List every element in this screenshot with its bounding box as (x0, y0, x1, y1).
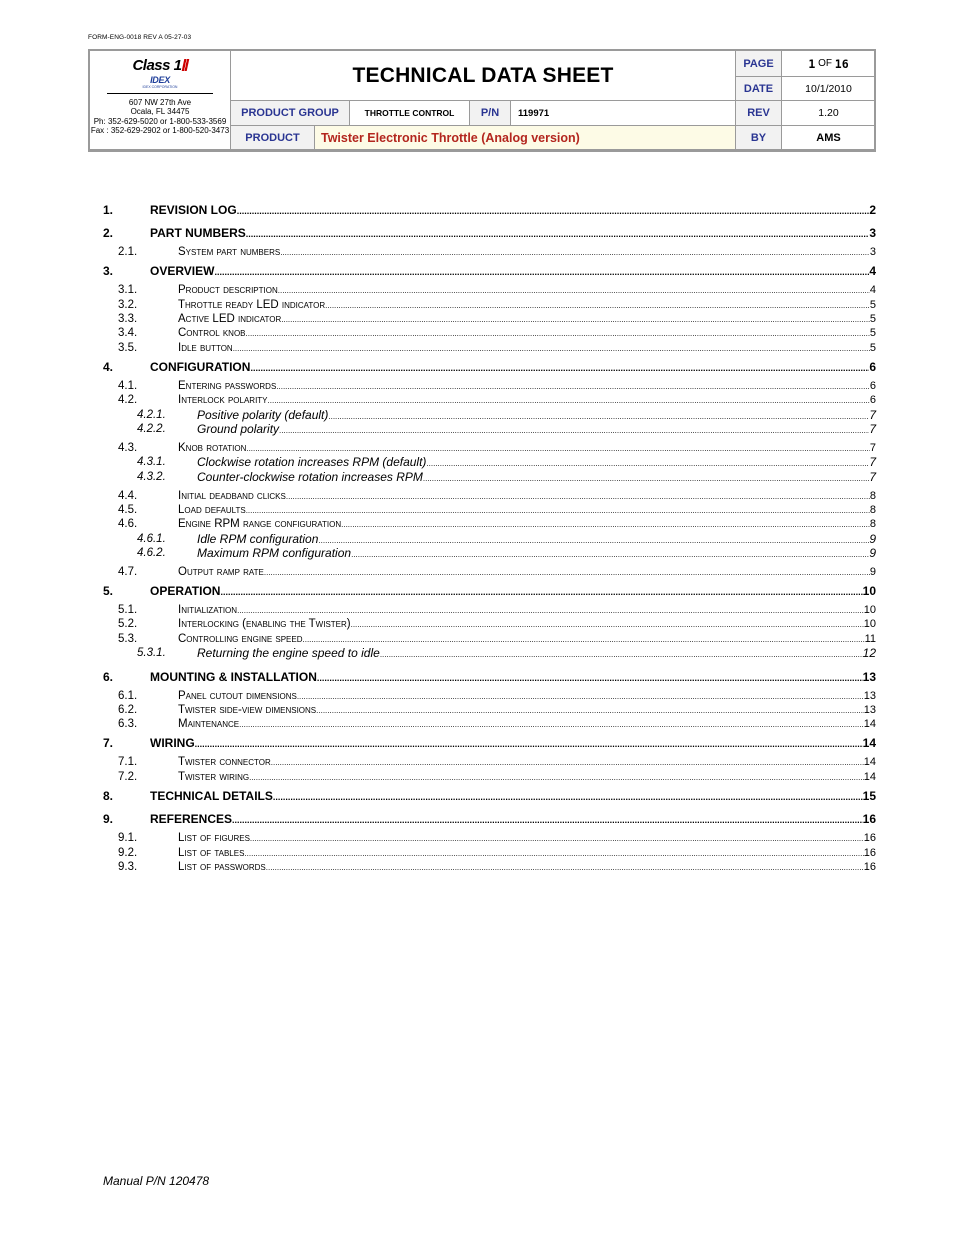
page-of: OF (818, 58, 832, 69)
toc-entry[interactable] (0, 546, 954, 560)
document-header (88, 49, 876, 152)
toc-entry-number: 4.2. (118, 394, 138, 406)
toc-entry-page: 3 (869, 246, 876, 258)
revision-label: REV (736, 101, 782, 126)
toc-dot-leader (246, 442, 870, 456)
toc-entry-title: Engine RPM range configuration (178, 518, 342, 530)
toc-entry-number: 4.3. (118, 442, 138, 454)
toc-dot-leader (268, 394, 870, 408)
toc-entry-number: 6.2. (118, 704, 138, 716)
toc-entry-page: 8 (869, 490, 876, 502)
toc-entry-page: 16 (863, 832, 876, 844)
toc-entry-page: 13 (863, 690, 876, 702)
toc-entry[interactable] (0, 584, 954, 598)
toc-entry-number: 9.2. (118, 847, 138, 859)
toc-entry-number: 4.3.2. (137, 471, 166, 483)
toc-entry-number: 5.1. (118, 604, 138, 616)
toc-entry-title: Throttle ready LED indicator (178, 299, 326, 311)
toc-entry-number: 6. (103, 670, 114, 684)
toc-entry[interactable] (0, 646, 954, 660)
toc-dot-leader (281, 313, 870, 327)
toc-entry-line (178, 441, 876, 456)
toc-dot-leader (286, 490, 870, 504)
toc-entry[interactable] (0, 860, 954, 874)
toc-entry-page: 14 (863, 718, 876, 730)
toc-entry-number: 5.3.1. (137, 647, 166, 659)
toc-entry-number: 4.3.1. (137, 456, 166, 468)
toc-entry-title: Returning the engine speed to idle (197, 646, 380, 660)
page-total: 16 (834, 56, 849, 71)
toc-entry-number: 9. (103, 812, 114, 826)
toc-entry-title: Initial deadband clicks (178, 490, 286, 502)
toc-dot-leader (250, 361, 869, 375)
toc-entry-line (150, 736, 876, 751)
toc-dot-leader (423, 472, 869, 486)
toc-dot-leader (266, 861, 864, 875)
toc-entry-line (178, 517, 876, 532)
toc-entry-page: 8 (869, 518, 876, 530)
date-value: 10/1/2010 (782, 77, 876, 101)
toc-entry-number: 4. (103, 360, 114, 374)
toc-dot-leader (280, 246, 870, 260)
toc-entry-page: 7 (869, 408, 876, 422)
form-code: FORM-ENG-0018 REV A 05-27-03 (88, 34, 192, 41)
toc-entry-page: 7 (869, 442, 876, 454)
toc-entry-number: 4.2.1. (137, 409, 166, 421)
toc-entry-page: 5 (869, 313, 876, 325)
toc-entry-title: Twister connector (178, 756, 271, 768)
toc-entry-number: 5.3. (118, 633, 138, 645)
toc-entry-line (197, 470, 876, 486)
address-line-1: 607 NW 27th Ave (128, 98, 192, 107)
toc-entry[interactable] (0, 283, 954, 297)
toc-entry[interactable] (0, 393, 954, 407)
toc-entry-title: Idle RPM configuration (197, 532, 319, 546)
toc-entry-page: 16 (862, 812, 876, 826)
toc-entry-number: 4.2.2. (137, 423, 166, 435)
toc-entry-page: 14 (863, 756, 876, 768)
company-address (91, 98, 229, 136)
toc-entry-page: 10 (863, 604, 876, 616)
toc-dot-leader (279, 424, 869, 438)
toc-entry-number: 5.2. (118, 618, 138, 630)
toc-entry-title: Output ramp rate (178, 566, 264, 578)
toc-entry-page: 8 (869, 504, 876, 516)
toc-entry-title: Positive polarity (default) (197, 408, 329, 422)
toc-entry-line (178, 846, 876, 861)
toc-entry-number: 7.1. (118, 756, 138, 768)
toc-entry[interactable] (0, 846, 954, 860)
toc-entry[interactable] (0, 226, 954, 240)
toc-dot-leader (195, 737, 863, 751)
toc-entry-page: 16 (863, 861, 876, 873)
toc-entry-number: 3. (103, 264, 114, 278)
fax-numbers: Fax : 352-629-2902 or 1-800-520-3473 (90, 126, 230, 136)
toc-dot-leader (303, 633, 865, 647)
toc-entry-number: 6.1. (118, 690, 138, 702)
toc-entry[interactable] (0, 789, 954, 803)
toc-entry-title: Entering passwords (178, 380, 277, 392)
toc-entry-title: Knob rotation (178, 442, 247, 454)
toc-entry[interactable] (0, 203, 954, 217)
toc-entry-page: 6 (869, 394, 876, 406)
toc-entry[interactable] (0, 632, 954, 646)
toc-dot-leader (271, 756, 864, 770)
document-title: TECHNICAL DATA SHEET (231, 51, 736, 101)
product-group-value: THROTTLE CONTROL (350, 101, 470, 126)
toc-entry-line (178, 617, 876, 632)
toc-entry-title: Ground polarity (197, 422, 280, 436)
toc-entry-line (197, 546, 876, 562)
toc-entry[interactable] (0, 455, 954, 469)
toc-entry[interactable] (0, 422, 954, 436)
toc-entry-page: 14 (862, 736, 876, 750)
toc-entry-page: 14 (863, 771, 876, 783)
toc-entry-page: 9 (869, 546, 876, 560)
toc-dot-leader (246, 327, 870, 341)
toc-entry-title: CONFIGURATION (150, 360, 251, 374)
toc-dot-leader (278, 284, 870, 298)
part-number-value: 119971 (511, 101, 736, 126)
toc-entry-page: 11 (864, 633, 876, 645)
toc-entry[interactable] (0, 360, 954, 374)
toc-entry[interactable] (0, 755, 954, 769)
toc-entry-number: 2.1. (118, 246, 138, 258)
toc-entry[interactable] (0, 470, 954, 484)
toc-entry-title: Maintenance (178, 718, 240, 730)
author-label: BY (736, 126, 782, 150)
toc-dot-leader (246, 227, 870, 241)
toc-entry[interactable] (0, 245, 954, 259)
toc-entry[interactable] (0, 312, 954, 326)
toc-entry-line (150, 789, 876, 804)
toc-dot-leader (351, 548, 869, 562)
toc-entry-number: 6.3. (118, 718, 138, 730)
toc-entry-page: 6 (869, 380, 876, 392)
toc-entry-line (197, 646, 876, 662)
toc-entry-line (178, 312, 876, 327)
toc-entry[interactable] (0, 341, 954, 355)
toc-entry-line (178, 632, 876, 647)
toc-entry-page: 4 (869, 284, 876, 296)
toc-dot-leader (239, 718, 864, 732)
toc-entry-title: OVERVIEW (150, 264, 215, 278)
product-group-label: PRODUCT GROUP (231, 101, 350, 126)
toc-entry-page: 9 (869, 566, 876, 578)
toc-entry-number: 7.2. (118, 771, 138, 783)
toc-entry-title: TECHNICAL DETAILS (150, 789, 273, 803)
toc-entry-number: 9.3. (118, 861, 138, 873)
toc-entry-line (197, 422, 876, 438)
toc-dot-leader (232, 813, 863, 827)
toc-entry-number: 2. (103, 226, 114, 240)
toc-entry-number: 3.3. (118, 313, 138, 325)
toc-entry-line (178, 341, 876, 356)
toc-dot-leader (214, 265, 869, 279)
toc-entry-title: Control knob (178, 327, 246, 339)
toc-entry-number: 4.1. (118, 380, 138, 392)
toc-dot-leader (317, 671, 863, 685)
toc-entry-line (178, 503, 876, 518)
toc-entry[interactable] (0, 565, 954, 579)
revision-value: 1.20 (782, 101, 876, 126)
toc-entry[interactable] (0, 770, 954, 784)
toc-entry[interactable] (0, 489, 954, 503)
toc-entry-title: Load defaults (178, 504, 246, 516)
toc-entry-number: 4.7. (118, 566, 138, 578)
toc-entry-line (178, 298, 876, 313)
toc-entry-line (178, 326, 876, 341)
toc-entry-line (150, 226, 876, 241)
toc-entry-page: 2 (869, 203, 876, 217)
toc-entry-line (178, 245, 876, 260)
page-number (782, 51, 876, 77)
idex-logo-subtitle: IDEX CORPORATION (142, 85, 178, 89)
toc-entry-number: 1. (103, 203, 114, 217)
toc-entry-page: 6 (869, 360, 876, 374)
toc-entry-title: Product description (178, 284, 278, 296)
toc-entry-page: 13 (862, 670, 876, 684)
toc-dot-leader (341, 518, 870, 532)
toc-entry[interactable] (0, 264, 954, 278)
toc-entry-page: 10 (863, 618, 876, 630)
toc-entry-title: Controlling engine speed (178, 633, 303, 645)
toc-entry[interactable] (0, 603, 954, 617)
toc-entry-title: Clockwise rotation increases RPM (default) (197, 455, 427, 469)
toc-entry[interactable] (0, 736, 954, 750)
class1-logo-mark-icon (181, 59, 189, 71)
toc-entry[interactable] (0, 503, 954, 517)
toc-entry[interactable] (0, 441, 954, 455)
toc-entry-number: 7. (103, 736, 114, 750)
toc-dot-leader (273, 790, 863, 804)
toc-entry-number: 3.4. (118, 327, 138, 339)
toc-entry-line (178, 703, 876, 718)
toc-entry-title: Active LED indicator (178, 313, 282, 325)
toc-entry[interactable] (0, 670, 954, 684)
toc-entry-line (178, 755, 876, 770)
toc-entry-page: 13 (863, 704, 876, 716)
toc-entry-line (150, 264, 876, 279)
toc-entry-title: Twister wiring (178, 771, 250, 783)
toc-entry-title: REVISION LOG (150, 203, 237, 217)
toc-entry-number: 3.1. (118, 284, 138, 296)
toc-entry-number: 3.5. (118, 342, 138, 354)
toc-entry-line (150, 360, 876, 375)
toc-entry-number: 8. (103, 789, 114, 803)
company-logo-block (90, 51, 231, 150)
toc-entry[interactable] (0, 326, 954, 340)
toc-dot-leader (316, 704, 864, 718)
product-label: PRODUCT (231, 126, 315, 150)
toc-entry-page: 7 (869, 422, 876, 436)
toc-entry-number: 5. (103, 584, 114, 598)
toc-entry-title: Counter-clockwise rotation increases RPM (197, 470, 423, 484)
toc-entry-line (178, 770, 876, 785)
toc-entry-line (150, 670, 876, 685)
toc-entry[interactable] (0, 812, 954, 826)
toc-entry-page: 15 (862, 789, 876, 803)
toc-entry-title: List of tables (178, 847, 245, 859)
toc-entry-page: 16 (863, 847, 876, 859)
toc-entry-line (178, 489, 876, 504)
page-label: PAGE (736, 51, 782, 77)
toc-entry-page: 7 (869, 455, 876, 469)
toc-entry-line (178, 283, 876, 298)
toc-entry-title: WIRING (150, 736, 195, 750)
toc-entry-title: REFERENCES (150, 812, 233, 826)
toc-entry[interactable] (0, 408, 954, 422)
toc-entry-line (150, 812, 876, 827)
toc-entry-line (178, 393, 876, 408)
toc-dot-leader (237, 204, 870, 218)
toc-entry[interactable] (0, 689, 954, 703)
part-number-label: P/N (470, 101, 511, 126)
toc-entry-line (178, 831, 876, 846)
toc-entry-title: Panel cutout dimensions (178, 690, 297, 702)
toc-dot-leader (297, 690, 864, 704)
toc-entry-line (178, 603, 876, 618)
toc-entry-title: System part numbers (178, 246, 281, 258)
toc-dot-leader (250, 832, 864, 846)
toc-dot-leader (264, 566, 870, 580)
toc-entry[interactable] (0, 298, 954, 312)
toc-entry[interactable] (0, 831, 954, 845)
page-current: 1 (808, 56, 816, 71)
toc-entry-number: 4.6. (118, 518, 138, 530)
toc-dot-leader (246, 504, 870, 518)
class1-logo: Class 1 (132, 57, 187, 74)
toc-entry-page: 12 (862, 646, 876, 660)
manual-part-number: Manual P/N 120478 (103, 1174, 210, 1188)
toc-entry-number: 3.2. (118, 299, 138, 311)
toc-entry-title: Interlocking (enabling the Twister) (178, 618, 351, 630)
toc-entry-page: 9 (869, 532, 876, 546)
toc-entry[interactable] (0, 379, 954, 393)
toc-entry-line (178, 860, 876, 875)
toc-dot-leader (220, 585, 862, 599)
toc-entry-title: Initialization (178, 604, 238, 616)
toc-entry-number: 9.1. (118, 832, 138, 844)
toc-entry-page: 5 (869, 342, 876, 354)
toc-entry-line (150, 203, 876, 218)
toc-entry-line (178, 565, 876, 580)
toc-dot-leader (325, 299, 870, 313)
toc-dot-leader (233, 342, 870, 356)
toc-entry-page: 3 (869, 226, 876, 240)
toc-entry[interactable] (0, 532, 954, 546)
toc-entry-page: 4 (869, 264, 876, 278)
logo-divider (107, 93, 213, 94)
toc-dot-leader (426, 457, 869, 471)
toc-entry-title: PART NUMBERS (150, 226, 246, 240)
toc-entry-line (178, 689, 876, 704)
toc-entry[interactable] (0, 717, 954, 731)
toc-entry-line (178, 717, 876, 732)
toc-entry-title: List of figures (178, 832, 250, 844)
toc-entry-title: MOUNTING & INSTALLATION (150, 670, 317, 684)
toc-entry-title: Idle button (178, 342, 233, 354)
toc-entry-page: 10 (862, 584, 876, 598)
toc-entry[interactable] (0, 703, 954, 717)
toc-dot-leader (351, 618, 864, 632)
date-label: DATE (736, 77, 782, 101)
idex-logo: IDEX (150, 75, 170, 85)
toc-dot-leader (237, 604, 864, 618)
toc-entry-page: 5 (869, 327, 876, 339)
address-line-2: Ocala, FL 34475 (130, 107, 190, 117)
author-value: AMS (782, 126, 876, 150)
toc-entry-number: 4.6.1. (137, 533, 166, 545)
toc-entry-title: List of passwords (178, 861, 266, 873)
toc-entry-title: Twister side-view dimensions (178, 704, 317, 716)
toc-entry-page: 7 (869, 470, 876, 484)
toc-entry-title: OPERATION (150, 584, 221, 598)
product-value: Twister Electronic Throttle (Analog version) (315, 126, 736, 150)
toc-entry[interactable] (0, 517, 954, 531)
toc-dot-leader (276, 380, 870, 394)
toc-dot-leader (244, 847, 863, 861)
phone-numbers: Ph: 352-629-5020 or 1-800-533-3569 (93, 116, 227, 126)
toc-entry-line (178, 379, 876, 394)
toc-entry-line (150, 584, 876, 599)
toc-dot-leader (249, 771, 864, 785)
toc-entry-number: 4.6.2. (137, 547, 166, 559)
toc-entry-title: Maximum RPM configuration (197, 546, 352, 560)
toc-entry[interactable] (0, 617, 954, 631)
toc-entry-page: 5 (869, 299, 876, 311)
toc-entry-number: 4.5. (118, 504, 138, 516)
toc-entry-number: 4.4. (118, 490, 138, 502)
toc-entry-title: Interlock polarity (178, 394, 268, 406)
toc-dot-leader (380, 648, 863, 662)
toc-entry-line (197, 455, 876, 471)
